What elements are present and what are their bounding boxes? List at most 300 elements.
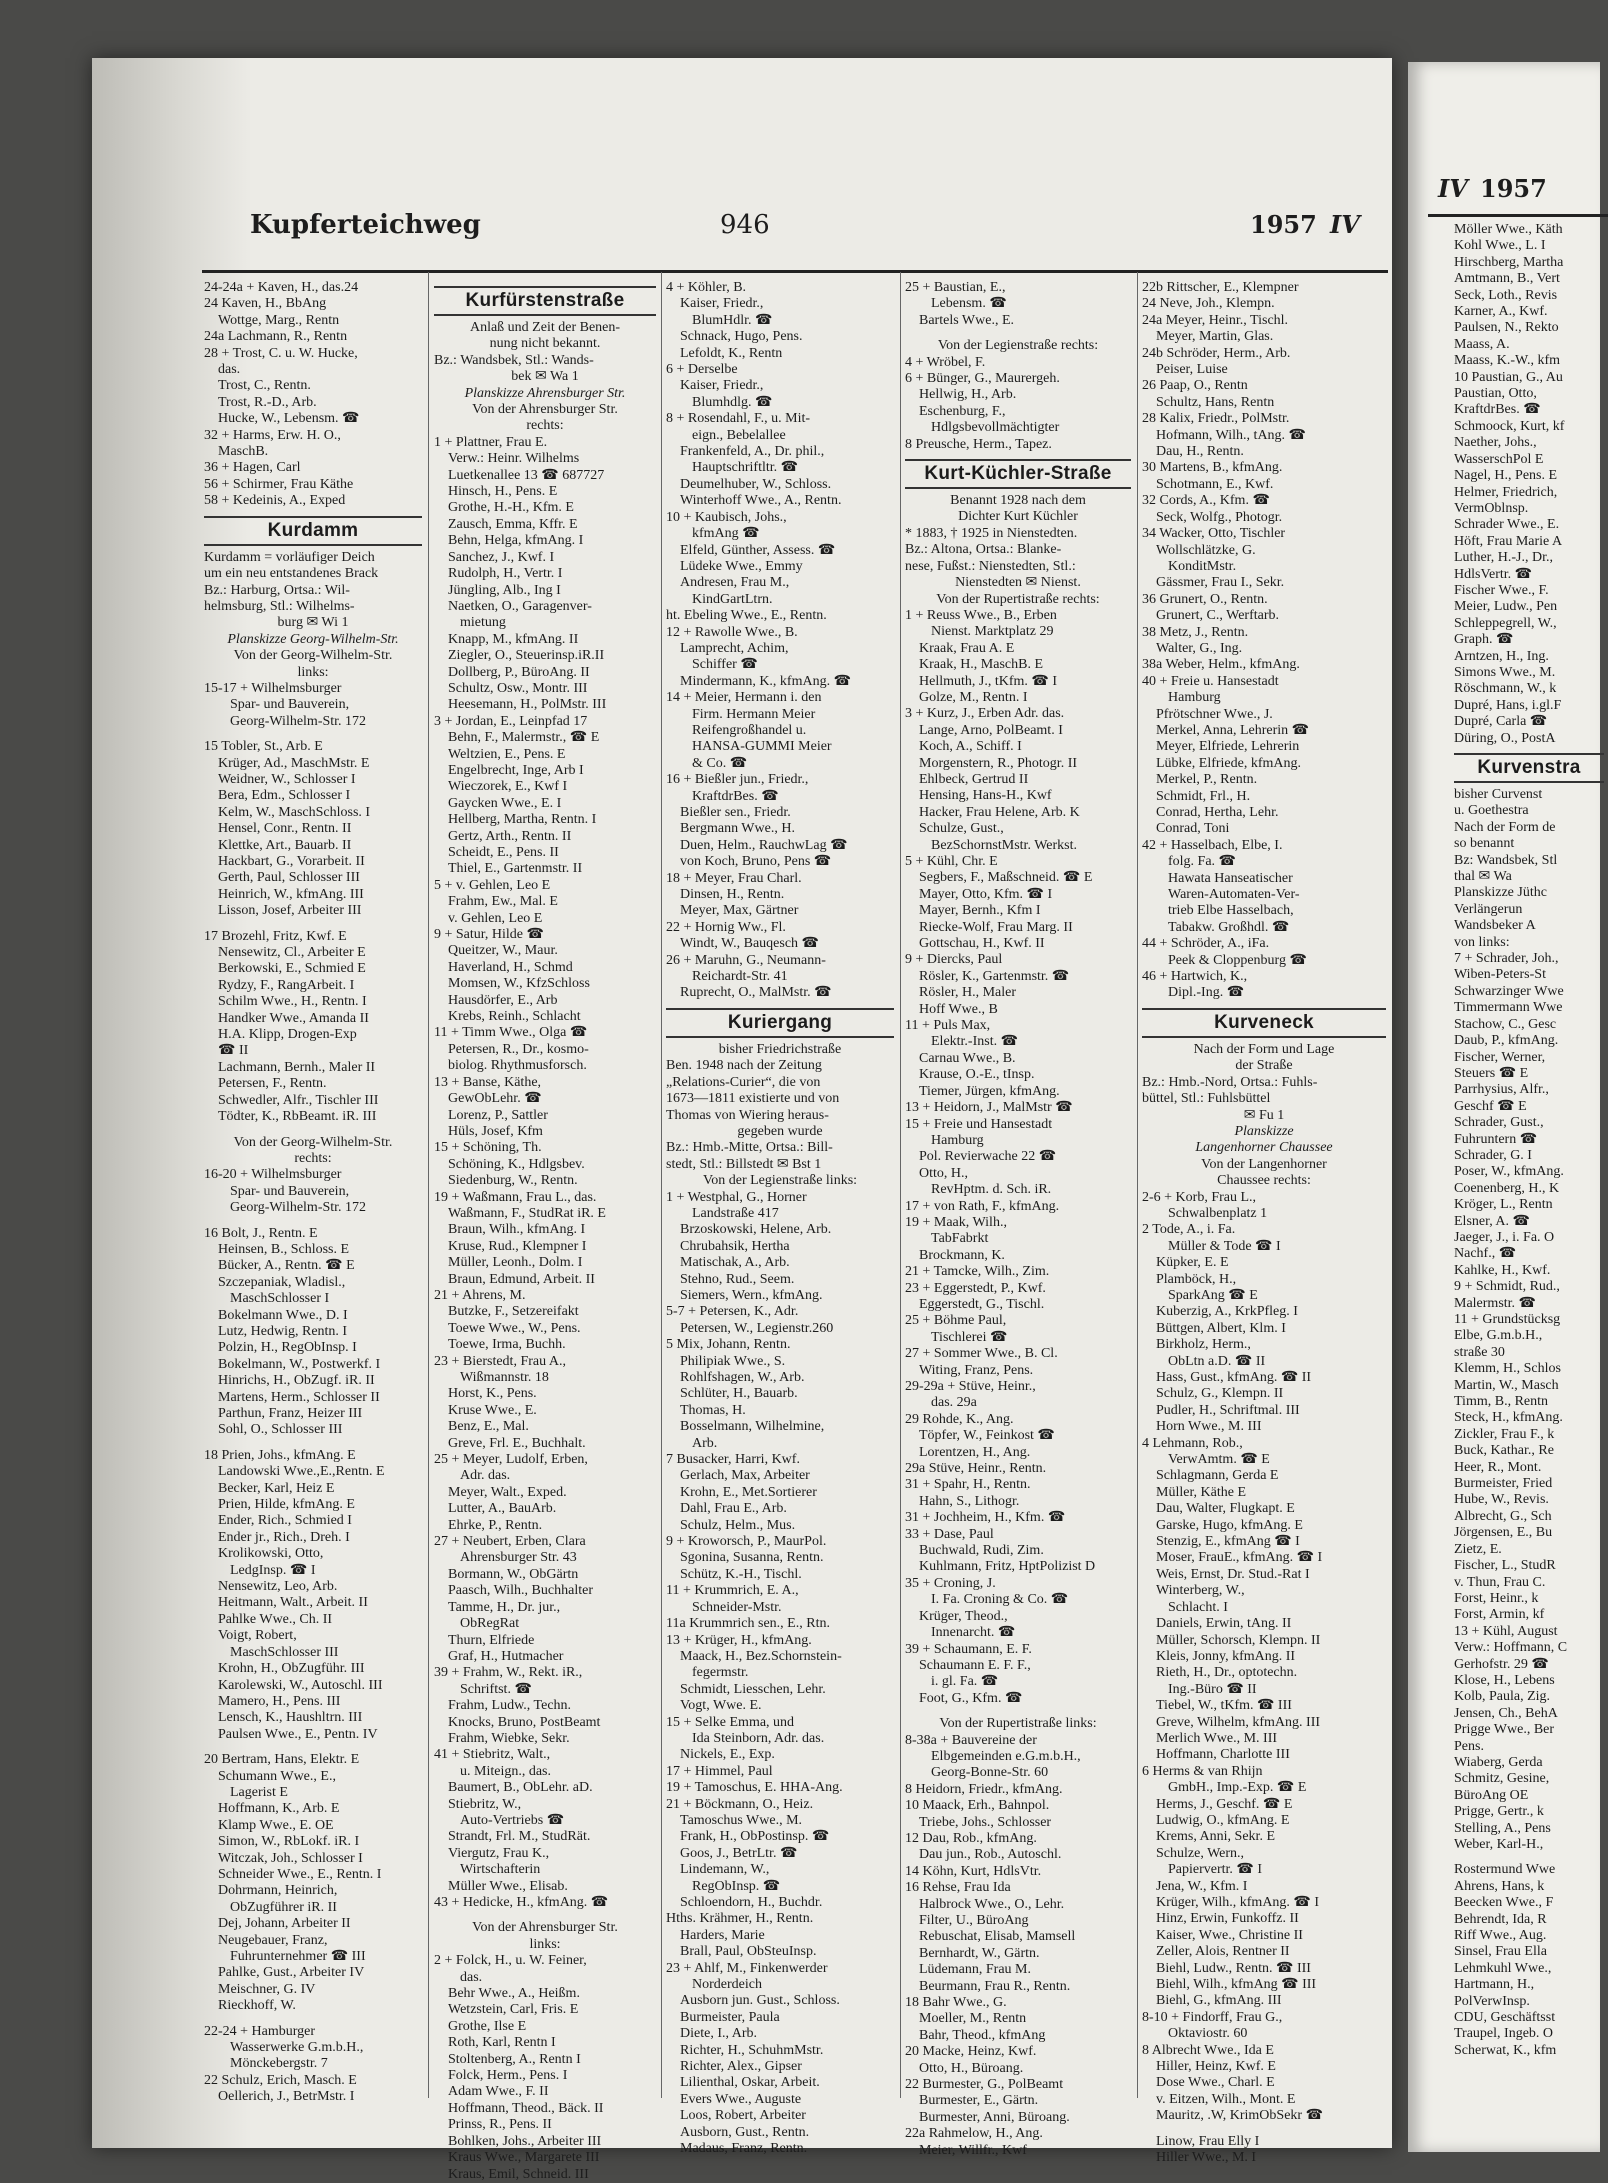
directory-entry: Thurn, Elfriede xyxy=(448,1632,535,1648)
directory-entry: Madaus, Franz, Rentn. xyxy=(680,2141,808,2157)
directory-entry: Simons Wwe., M. xyxy=(1454,664,1556,680)
directory-entry: 19 + Maak, Wilh., xyxy=(905,1214,1007,1230)
directory-entry: 10 Maack, Erh., Bahnpol. xyxy=(905,1798,1050,1814)
directory-entry: Engelbrecht, Inge, Arb I xyxy=(448,762,584,778)
directory-entry: Nach der Form de xyxy=(1454,819,1556,835)
directory-entry: Meier, Ludw., Pen xyxy=(1454,599,1558,615)
directory-entry: Oktaviostr. 60 xyxy=(1168,2026,1248,2042)
directory-entry: Wandsbeker A xyxy=(1454,918,1536,934)
directory-entry: der Straße xyxy=(1235,1058,1293,1074)
directory-entry: 42 + Hasselbach, Elbe, I. xyxy=(1142,837,1283,853)
directory-entry: Von der Legienstraße rechts: xyxy=(937,338,1099,354)
directory-entry: Planskizze Jüthc xyxy=(1454,885,1547,901)
directory-entry: rechts: xyxy=(526,418,564,434)
directory-entry: Strandt, Frl. M., StudRät. xyxy=(448,1829,591,1845)
directory-entry: Thiel, E., Gartenmstr. II xyxy=(448,861,583,877)
directory-entry: 5-7 + Petersen, K., Adr. xyxy=(666,1304,799,1320)
directory-entry: Stenzig, E., kfmAng ☎ I xyxy=(1156,1534,1300,1550)
directory-entry: von links: xyxy=(1454,934,1510,950)
directory-entry: GmbH., Imp.-Exp. ☎ E xyxy=(1168,1780,1307,1796)
directory-entry: Bz.: Wandsbek, Stl.: Wands- xyxy=(434,352,594,368)
directory-entry: 27 + Neubert, Erben, Clara xyxy=(434,1534,586,1550)
directory-entry: Forst, Heinr., k xyxy=(1454,1590,1539,1606)
directory-entry: Grothe, H.-H., Kfm. E xyxy=(448,500,574,516)
directory-entry: Peiser, Luise xyxy=(1156,362,1228,378)
directory-entry: H.A. Klipp, Drogen-Exp xyxy=(218,1027,357,1043)
directory-entry: Hirschberg, Martha xyxy=(1454,254,1564,270)
directory-entry: Planskizze xyxy=(1234,1123,1294,1139)
directory-entry: Wiben-Peters-St xyxy=(1454,967,1546,983)
directory-entry: Rieth, H., Dr., optotechn. xyxy=(1156,1665,1298,1681)
directory-entry: Wetzstein, Carl, Fris. E xyxy=(448,2002,579,2018)
directory-entry: Scheidt, E., Pens. II xyxy=(448,845,559,860)
directory-entry: Trost, C., Rentn. xyxy=(218,378,311,394)
directory-entry: 7 + Schrader, Joh., xyxy=(1454,951,1559,967)
directory-entry: 9 + Satur, Hilde ☎ xyxy=(434,927,544,943)
directory-entry: Naether, Johs., xyxy=(1454,435,1537,451)
directory-entry: 44 + Schröder, A., iFa. xyxy=(1142,936,1270,952)
directory-entry: Georg-Wilhelm-Str. 172 xyxy=(230,1200,367,1216)
directory-entry: Lachmann, Bernh., Maler II xyxy=(218,1059,376,1075)
directory-entry: Schlagmann, Gerda E xyxy=(1156,1468,1279,1484)
directory-entry: Rieckhoff, W. xyxy=(218,1998,296,2014)
directory-entry: Luther, H.-J., Dr., xyxy=(1454,550,1553,566)
directory-entry: 5 Mix, Johann, Rentn. xyxy=(666,1337,791,1353)
directory-entry: Küpker, E. E xyxy=(1156,1255,1229,1271)
directory-entry: bisher Friedrichstraße xyxy=(718,1041,842,1057)
directory-entry: 11a Krummrich sen., E., Rtn. xyxy=(666,1616,830,1632)
directory-entry: Anlaß und Zeit der Benen- xyxy=(469,320,621,335)
directory-entry: Reichardt-Str. 41 xyxy=(692,969,788,985)
directory-entry: Rudolph, H., Vertr. I xyxy=(448,566,563,582)
directory-entry: Beecken Wwe., F xyxy=(1454,1895,1554,1911)
directory-entry: Sgonina, Susanna, Rentn. xyxy=(680,1550,824,1566)
directory-entry: 27 + Sommer Wwe., B. Cl. xyxy=(905,1346,1058,1362)
directory-entry: Thomas, H. xyxy=(680,1402,746,1418)
directory-entry: Schulz, Helm., Mus. xyxy=(680,1517,796,1533)
directory-entry: KraftdrBes. ☎ xyxy=(692,788,779,804)
directory-entry: Horn Wwe., M. III xyxy=(1156,1419,1262,1435)
directory-entry: Daniels, Erwin, tAng. II xyxy=(1156,1616,1292,1632)
directory-entry: Bohlken, Johs., Arbeiter III xyxy=(448,2133,602,2149)
directory-entry: Pahlke Wwe., Ch. II xyxy=(218,1611,333,1627)
directory-entry: ObLtn a.D. ☎ II xyxy=(1168,1353,1266,1369)
directory-entry: Hths. Krähmer, H., Rentn. xyxy=(666,1911,814,1927)
directory-entry: Foot, G., Kfm. ☎ xyxy=(919,1690,1023,1706)
directory-entry: Lisson, Josef, Arbeiter III xyxy=(218,903,362,919)
directory-entry: Bz: Wandsbek, Stl xyxy=(1454,852,1558,868)
directory-entry: v. Gehlen, Leo E xyxy=(448,910,543,926)
directory-entry: Müller, Leonh., Dolm. I xyxy=(448,1255,583,1271)
directory-entry: Garske, Hugo, kfmAng. E xyxy=(1156,1517,1303,1533)
directory-entry: 20 Macke, Heinz, Kwf. xyxy=(905,2044,1037,2060)
directory-entry: 8 Preusche, Herm., Tapez. xyxy=(905,436,1052,452)
directory-entry: Conrad, Hertha, Lehr. xyxy=(1156,805,1279,820)
directory-entry: Daub, P., kfmAng. xyxy=(1454,1033,1559,1049)
adjacent-page xyxy=(1408,62,1600,2152)
directory-entry: Wißmannstr. 18 xyxy=(460,1370,549,1385)
directory-entry: bek ✉ Wa 1 xyxy=(511,369,579,385)
directory-entry: 8 Albrecht Wwe., Ida E xyxy=(1142,2042,1274,2058)
directory-entry: 13 + Krüger, H., kfmAng. xyxy=(666,1632,812,1648)
directory-entry: Tamoschus Wwe., M. xyxy=(680,1812,803,1828)
directory-entry: Rostermund Wwe xyxy=(1454,1862,1556,1878)
directory-entry: Auto-Vertriebs ☎ xyxy=(460,1812,565,1828)
directory-entry: Behrendt, Ida, R xyxy=(1454,1911,1547,1927)
directory-entry: Toewe Wwe., W., Pens. xyxy=(448,1320,581,1336)
directory-entry: ObZugführer iR. II xyxy=(230,1899,337,1915)
directory-entry: Büttgen, Albert, Klm. I xyxy=(1156,1320,1286,1336)
directory-entry: Elektr.-Inst. ☎ xyxy=(931,1034,1019,1050)
directory-entry: Conrad, Toni xyxy=(1156,821,1230,837)
directory-entry: 29-29a + Stüve, Heinr., xyxy=(905,1379,1036,1394)
directory-entry: Prinss, R., Pens. II xyxy=(448,2117,552,2133)
directory-entry: Baumert, B., ObLehr. aD. xyxy=(448,1780,593,1796)
directory-entry: Maass, A. xyxy=(1454,336,1510,352)
directory-entry: Hdlgsbevollmächtigter xyxy=(931,420,1060,436)
directory-entry: 16-20 + Wilhelmsburger xyxy=(204,1167,342,1183)
directory-entry: Pahlke, Gust., Arbeiter IV xyxy=(218,1965,365,1981)
directory-entry: Gaycken Wwe., E. I xyxy=(448,795,562,811)
directory-entry: Parrhysius, Alfr., xyxy=(1454,1082,1549,1098)
directory-entry: Dohrmann, Heinrich, xyxy=(218,1883,338,1899)
directory-entry: Prien, Hilde, kfmAng. E xyxy=(218,1497,355,1513)
directory-entry: Hofmann, Wilh., tAng. ☎ xyxy=(1156,427,1306,443)
directory-entry: 20 Bertram, Hans, Elektr. E xyxy=(204,1752,360,1768)
directory-entry: 15 + Freie und Hansestadt xyxy=(905,1116,1053,1132)
directory-entry: Rösler, H., Maler xyxy=(919,985,1017,1001)
directory-entry: Schmidt, Liesschen, Lehr. xyxy=(680,1681,826,1697)
directory-entry: Lutz, Hedwig, Rentn. I xyxy=(218,1323,348,1339)
directory-entry: Stachow, C., Gesc xyxy=(1454,1016,1557,1032)
directory-entry: Bießler sen., Friedr. xyxy=(680,805,791,820)
adjacent-header-rule xyxy=(1428,214,1608,217)
directory-entry: Spar- und Bauverein, xyxy=(230,1183,350,1199)
directory-entry: 36 + Hagen, Carl xyxy=(204,460,301,476)
directory-entry: Folck, Herm., Pens. I xyxy=(448,2068,568,2084)
directory-entry: Krüger, Wilh., kfmAng. ☎ I xyxy=(1156,1895,1320,1910)
directory-entry: Schmitz, Gesine, xyxy=(1454,1771,1550,1787)
directory-entry: Schumann Wwe., E., xyxy=(218,1768,336,1784)
directory-entry: 22-24 + Hamburger xyxy=(204,2023,316,2039)
directory-entry: 23 + Bierstedt, Frau A., xyxy=(434,1353,566,1369)
directory-entry: biolog. Rhythmusforsch. xyxy=(448,1058,587,1074)
directory-entry: 21 + Böckmann, O., Heiz. xyxy=(666,1796,814,1812)
directory-entry: 11 + Krummrich, E. A., xyxy=(666,1583,799,1599)
directory-entry: Linow, Frau Elly I xyxy=(1156,2133,1260,2149)
directory-entry: KindGartLtrn. xyxy=(692,591,773,607)
directory-entry: Rydzy, F., RangArbeit. I xyxy=(218,977,355,993)
directory-entry: Benannt 1928 nach dem xyxy=(950,493,1086,509)
directory-entry: Stehno, Rud., Seem. xyxy=(680,1271,795,1287)
directory-entry: Triebe, Johs., Schlosser xyxy=(919,1814,1052,1830)
directory-entry: Lange, Arno, PolBeamt. I xyxy=(919,722,1063,738)
directory-entry: Ehlbeck, Gertrud II xyxy=(919,771,1029,787)
directory-entry: Jena, W., Kfm. I xyxy=(1156,1878,1248,1894)
directory-entry: CDU, Geschäftsst xyxy=(1454,2010,1556,2026)
directory-entry: Tiemer, Jürgen, kfmAng. xyxy=(919,1083,1060,1099)
directory-entry: Elfeld, Günther, Assess. ☎ xyxy=(680,542,836,558)
directory-entry: ObRegRat xyxy=(460,1616,520,1632)
directory-entry: fegermstr. xyxy=(692,1665,749,1681)
directory-entry: 9 + Kroworsch, P., MaurPol. xyxy=(666,1534,827,1550)
directory-entry: Von der Georg-Wilhelm-Str. xyxy=(233,648,393,664)
directory-entry: trieb Elbe Hasselbach, xyxy=(1168,903,1294,919)
directory-entry: Lefoldt, K., Rentn xyxy=(680,345,783,361)
directory-entry: von Koch, Bruno, Pens ☎ xyxy=(680,854,832,870)
column-divider xyxy=(900,272,901,2098)
directory-entry: Szczepaniak, Wladisl., xyxy=(218,1274,346,1290)
directory-entry: 23 + Ahlf, M., Finkenwerder xyxy=(666,1960,828,1976)
directory-entry: Grothe, Ilse E xyxy=(448,2018,527,2034)
directory-entry: Schwedler, Alfr., Tischler III xyxy=(218,1092,379,1108)
directory-entry: Ben. 1948 nach der Zeitung xyxy=(666,1058,822,1074)
directory-entry: Landstraße 417 xyxy=(692,1205,779,1221)
directory-entry: um ein neu entstandenes Brack xyxy=(204,566,379,582)
directory-entry: Krolikowski, Otto, xyxy=(218,1546,324,1562)
directory-entry: Hensing, Hans-H., Kwf xyxy=(919,788,1052,804)
directory-entry: Bormann, W., ObGärtn xyxy=(448,1566,579,1582)
directory-entry: Papiervertr. ☎ I xyxy=(1168,1862,1263,1878)
directory-entry: 17 + von Rath, F., kfmAng. xyxy=(905,1198,1060,1214)
directory-entry: Kleis, Jonny, kfmAng. II xyxy=(1156,1648,1296,1664)
directory-entry: Frankenfeld, A., Dr. phil., xyxy=(680,444,825,460)
directory-entry: Ida Steinborn, Adr. das. xyxy=(692,1730,825,1746)
directory-entry: Innenarcht. ☎ xyxy=(931,1625,1016,1641)
directory-entry: Wiaberg, Gerda xyxy=(1454,1754,1543,1770)
directory-entry: thal ✉ Wa xyxy=(1454,869,1512,885)
directory-entry: Burmester, E., Gärtn. xyxy=(919,2093,1039,2109)
directory-entry: MaschB. xyxy=(218,444,269,460)
directory-entry: Hausdörfer, E., Arb xyxy=(448,992,558,1008)
directory-entry: büttel, Stl.: Fuhlsbüttel xyxy=(1142,1091,1271,1107)
directory-entry: 21 + Ahrens, M. xyxy=(434,1287,526,1303)
directory-entry: MaschSchlosser III xyxy=(230,1644,339,1660)
directory-entry: 16 Bolt, J., Rentn. E xyxy=(204,1225,318,1241)
directory-entry: u. Miteign., das. xyxy=(460,1763,551,1779)
directory-entry: Oellerich, J., BetrMstr. I xyxy=(218,2089,355,2105)
directory-entry: Seck, Wolfg., Photogr. xyxy=(1156,509,1283,525)
directory-entry: Karolewski, W., Autoschl. III xyxy=(218,1677,383,1693)
directory-entry: 13 + Heidorn, J., MalMstr ☎ xyxy=(905,1100,1073,1116)
directory-entry: 22b Rittscher, E., Klempner xyxy=(1142,280,1299,295)
directory-entry: Klemm, H., Schlos xyxy=(1454,1361,1561,1377)
adjacent-running-head-volume: IV xyxy=(1438,174,1468,203)
directory-entry: 10 Paustian, G., Au xyxy=(1454,369,1563,385)
directory-entry: 11 + Puls Max, xyxy=(905,1018,991,1034)
directory-entry: Gertz, Arth., Rentn. II xyxy=(448,828,572,844)
directory-entry: 2-6 + Korb, Frau L., xyxy=(1142,1189,1257,1205)
directory-entry: Krems, Anni, Sekr. E xyxy=(1156,1829,1275,1845)
directory-entry: Jaeger, J., i. Fa. O xyxy=(1454,1229,1555,1245)
column-1 xyxy=(204,280,422,2108)
directory-entry: 24 Neve, Joh., Klempn. xyxy=(1142,296,1275,312)
directory-entry: Hube, W., Revis. xyxy=(1454,1492,1549,1508)
street-heading: Kurt-Küchler-Straße xyxy=(905,459,1131,489)
directory-entry: Weidner, W., Schlosser I xyxy=(218,771,356,787)
directory-entry: Dahl, Frau E., Arb. xyxy=(680,1501,787,1517)
directory-entry: Steck, H., kfmAng. xyxy=(1454,1410,1563,1426)
directory-entry: Nensewitz, Cl., Arbeiter E xyxy=(218,945,366,961)
directory-entry: Heer, R., Mont. xyxy=(1454,1459,1542,1475)
directory-entry: 25 + Böhme Paul, xyxy=(905,1313,1007,1329)
directory-entry: 26 + Maruhn, G., Neumann- xyxy=(666,952,826,968)
directory-entry: Dichter Kurt Küchler xyxy=(958,509,1078,525)
directory-entry: straße 30 xyxy=(1454,1344,1505,1360)
directory-entry: Richter, Alex., Gipser xyxy=(680,2059,802,2075)
directory-entry: 38a Weber, Helm., kfmAng. xyxy=(1142,657,1300,673)
directory-entry: Tamme, H., Dr. jur., xyxy=(448,1599,561,1615)
directory-entry: Krüger, Ad., MaschMstr. E xyxy=(218,755,370,771)
directory-entry: Mindermann, K., kfmAng. ☎ xyxy=(680,673,852,689)
directory-entry: Prigge Wwe., Ber xyxy=(1454,1722,1555,1738)
directory-entry: ✉ Fu 1 xyxy=(1243,1107,1285,1123)
directory-entry: 11 + Timm Wwe., Olga ☎ xyxy=(434,1025,588,1041)
directory-entry: Schultz, Osw., Montr. III xyxy=(448,680,588,696)
directory-entry: Ender, Rich., Schmied I xyxy=(218,1513,352,1529)
directory-entry: Merkel, P., Rentn. xyxy=(1156,772,1258,788)
directory-entry: Von der Rupertistraße rechts: xyxy=(936,591,1100,607)
directory-entry: Hamburg xyxy=(931,1132,984,1148)
directory-entry: Weis, Ernst, Dr. Stud.-Rat I xyxy=(1156,1566,1310,1582)
directory-entry: Eschenburg, F., xyxy=(919,403,1006,419)
directory-entry: Bz.: Hmb.-Nord, Ortsa.: Fuhls- xyxy=(1142,1074,1318,1090)
directory-entry: Krohn, E., Met.Sortierer xyxy=(680,1484,817,1500)
spacer xyxy=(204,730,422,739)
directory-entry: Verw.: Hoffmann, C xyxy=(1454,1640,1568,1656)
directory-entry: Ing.-Büro ☎ II xyxy=(1168,1681,1257,1697)
directory-entry: Bahr, Theod., kfmAng xyxy=(919,2027,1046,2043)
directory-entry: Verlängerun xyxy=(1454,901,1523,917)
directory-entry: Schiffer ☎ xyxy=(692,657,758,673)
directory-entry: Burmeister, Fried xyxy=(1454,1476,1553,1492)
directory-entry: Fischer, L., StudR xyxy=(1454,1558,1556,1574)
street-heading: Kurvenstra xyxy=(1454,753,1604,783)
directory-entry: Handker Wwe., Amanda II xyxy=(218,1010,369,1026)
directory-entry: 11 + Grundstücksg xyxy=(1454,1312,1561,1327)
directory-entry: Paulsen Wwe., E., Pentn. IV xyxy=(218,1726,378,1742)
directory-entry: 2 Tode, A., i. Fa. xyxy=(1142,1222,1236,1238)
directory-entry: Prigge, Gertr., k xyxy=(1454,1804,1544,1820)
directory-entry: Toewe, Irma, Buchh. xyxy=(448,1337,566,1353)
directory-entry: „Relations-Curier“, die von xyxy=(666,1074,821,1090)
directory-entry: Schneider-Mstr. xyxy=(692,1599,782,1615)
directory-entry: Dej, Johann, Arbeiter II xyxy=(218,1916,351,1932)
directory-entry: Kraak, Frau A. E xyxy=(919,640,1015,656)
directory-entry: Mönckebergstr. 7 xyxy=(230,2056,328,2072)
directory-entry: Röschmann, W., k xyxy=(1454,681,1557,697)
running-head-street: Kupferteichweg xyxy=(250,210,481,240)
directory-entry: Grunert, C., Werftarb. xyxy=(1156,608,1280,624)
directory-entry: 8-38a + Bauvereine der xyxy=(905,1732,1037,1748)
directory-entry: KonditMstr. xyxy=(1168,558,1237,574)
directory-entry: folg. Fa. ☎ xyxy=(1168,854,1236,870)
directory-entry: Behr Wwe., A., Heißm. xyxy=(448,1986,580,2002)
directory-entry: Winterberg, W., xyxy=(1156,1583,1245,1599)
directory-entry: Winterhoff Wwe., A., Rentn. xyxy=(680,493,842,509)
directory-entry: Dupré, Carla ☎ xyxy=(1454,714,1548,730)
directory-entry: Greve, Wilhelm, kfmAng. III xyxy=(1156,1714,1321,1730)
directory-entry: Dau jun., Rob., Autoschl. xyxy=(919,1847,1062,1863)
directory-entry: 25 + Meyer, Ludolf, Erben, xyxy=(434,1452,588,1468)
directory-entry: Simon, W., RbLokf. iR. I xyxy=(218,1834,360,1850)
directory-entry: Tödter, K., RbBeamt. iR. III xyxy=(218,1109,377,1125)
directory-entry: 23 + Eggerstedt, P., Kwf. xyxy=(905,1280,1046,1296)
directory-entry: Hacker, Frau Helene, Arb. K xyxy=(919,804,1080,820)
running-head-year: 1957 xyxy=(1250,210,1317,239)
directory-entry: Filter, U., BüroAng xyxy=(919,1913,1029,1928)
directory-entry: Nickels, E., Exp. xyxy=(680,1747,775,1763)
directory-entry: Zausch, Emma, Kffr. E xyxy=(448,516,578,532)
directory-entry: Nensewitz, Leo, Arb. xyxy=(218,1579,338,1595)
spacer xyxy=(204,1743,422,1752)
directory-entry: Brockmann, K. xyxy=(919,1247,1005,1263)
directory-entry: Heitmann, Walt., Arbeit. II xyxy=(218,1595,368,1611)
directory-entry: * 1883, † 1925 in Nienstedten. xyxy=(905,525,1078,541)
directory-entry: Georg-Bonne-Str. 60 xyxy=(931,1765,1049,1781)
directory-entry: Merlich Wwe., M. III xyxy=(1156,1730,1278,1746)
directory-entry: Klamp Wwe., E. OE xyxy=(218,1817,334,1833)
directory-entry: Töpfer, W., Feinkost ☎ xyxy=(919,1428,1055,1444)
directory-entry: RevHptm. d. Sch. iR. xyxy=(931,1182,1052,1198)
directory-entry: 29 Rohde, K., Ang. xyxy=(905,1411,1014,1427)
spacer xyxy=(204,1126,422,1135)
directory-entry: 43 + Hedicke, H., kfmAng. ☎ xyxy=(434,1895,609,1910)
directory-entry: BlumHdlr. ☎ xyxy=(692,312,773,328)
directory-entry: Polzin, H., RegObInsp. I xyxy=(218,1340,357,1356)
directory-entry: ☎ II xyxy=(218,1043,249,1059)
directory-entry: Heesemann, H., PolMstr. III xyxy=(448,697,607,713)
directory-entry: Meyer, Max, Gärtner xyxy=(680,903,799,919)
directory-entry: Mayer, Otto, Kfm. ☎ I xyxy=(919,886,1053,902)
directory-entry: Greve, Frl. E., Buchhalt. xyxy=(448,1435,586,1451)
directory-entry: Lagerist E xyxy=(230,1784,288,1800)
spacer xyxy=(204,920,422,929)
directory-entry: Heinsen, B., Schloss. E xyxy=(218,1241,350,1257)
spacer xyxy=(434,1911,656,1920)
directory-entry: Maass, K.-W., kfm xyxy=(1454,353,1561,369)
directory-entry: Forst, Armin, kf xyxy=(1454,1607,1545,1623)
directory-entry: Gerhofstr. 29 ☎ xyxy=(1454,1656,1549,1672)
directory-entry: 58 + Kedeinis, A., Exped xyxy=(204,493,346,509)
directory-entry: so benannt xyxy=(1454,836,1515,852)
directory-entry: Schriftst. ☎ xyxy=(460,1681,532,1697)
directory-entry: Landowski Wwe.,E.,Rentn. E xyxy=(218,1464,385,1480)
adjacent-column xyxy=(1454,222,1604,2112)
directory-entry: Müller & Tode ☎ I xyxy=(1168,1238,1281,1254)
directory-entry: gegeben wurde xyxy=(737,1123,823,1139)
spacer xyxy=(1142,2125,1386,2134)
directory-entry: Helmer, Friedrich, xyxy=(1454,484,1558,500)
directory-entry: Siemers, Wern., kfmAng. xyxy=(680,1287,823,1303)
directory-entry: Bokelmann, W., Postwerkf. I xyxy=(218,1356,381,1372)
directory-entry: Ender jr., Rich., Dreh. I xyxy=(218,1529,350,1545)
directory-entry: Eggerstedt, G., Tischl. xyxy=(919,1296,1045,1312)
directory-entry: Gerth, Paul, Schlosser III xyxy=(218,870,360,886)
directory-entry: Mauritz, .W, KrimObSekr ☎ xyxy=(1156,2108,1324,2124)
directory-entry: Kraak, H., MaschB. E xyxy=(919,657,1044,673)
directory-entry: Kurdamm = vorläufiger Deich xyxy=(204,549,375,565)
directory-entry: Lutter, A., BauArb. xyxy=(448,1501,557,1517)
directory-entry: Lübke, Elfriede, kfmAng. xyxy=(1156,755,1302,771)
directory-entry: 39 + Frahm, W., Rekt. iR., xyxy=(434,1665,583,1681)
column-divider xyxy=(1137,272,1138,2098)
directory-entry: 1 + Plattner, Frau E. xyxy=(434,434,548,450)
directory-entry: Langenhorner Chaussee xyxy=(1195,1140,1333,1156)
directory-entry: Meyer, Martin, Glas. xyxy=(1156,329,1274,345)
directory-entry: 24-24a + Kaven, H., das.24 xyxy=(204,280,359,295)
directory-entry: Frahm, Ludw., Techn. xyxy=(448,1698,572,1714)
